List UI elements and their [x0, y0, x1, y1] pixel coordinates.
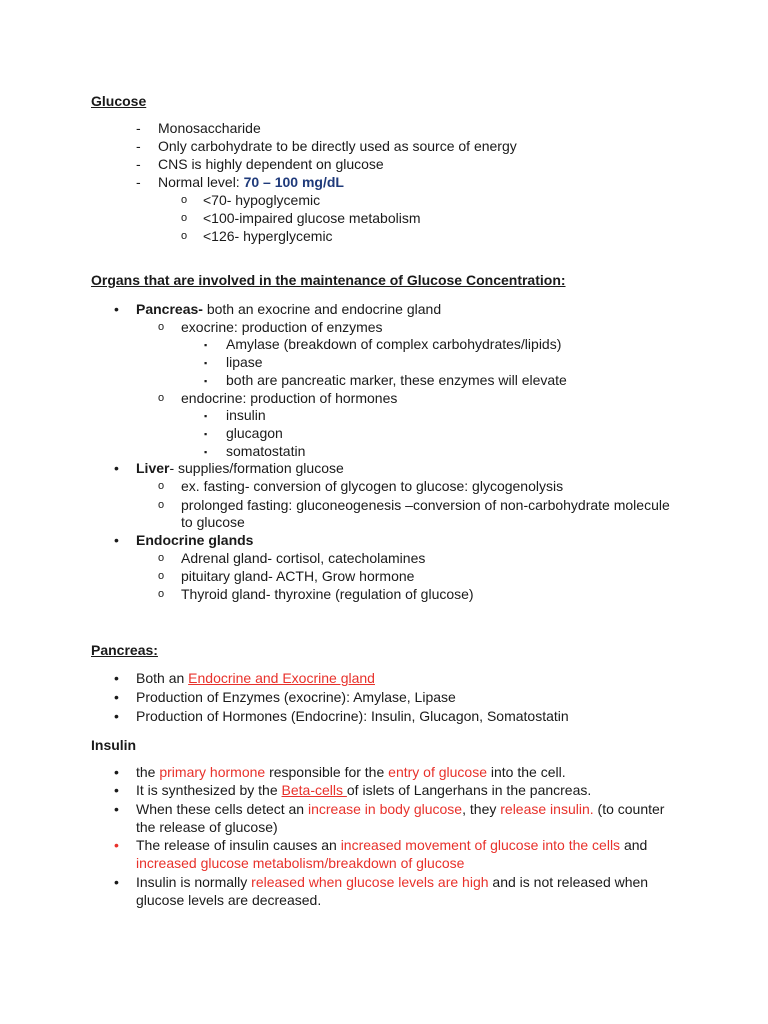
bullet-marker: • — [114, 301, 119, 317]
bullet-marker: • — [114, 874, 119, 890]
text-part: (to counter — [593, 801, 665, 817]
liver-subitem-cont: to glucose — [181, 514, 245, 530]
glucose-level: <126- hyperglycemic — [203, 228, 333, 244]
insulin-bullet-3-cont: the release of glucose) — [136, 819, 278, 835]
insulin-bullet-3 — [136, 801, 664, 818]
dash-marker: - — [136, 138, 141, 154]
square-marker: ▪ — [204, 358, 208, 368]
bullet-marker: • — [114, 532, 119, 548]
bullet-marker: • — [114, 460, 119, 476]
pancreas-item — [136, 301, 441, 318]
highlight-text: entry of glucose — [388, 764, 487, 780]
highlight-text: released when glucose levels are high — [251, 874, 489, 890]
normal-level-line — [158, 174, 344, 191]
highlight-text: release insulin. — [500, 801, 594, 817]
insulin-bullet-4 — [136, 837, 647, 854]
normal-level-label: Normal level: — [158, 174, 244, 190]
highlight-text: increase in body glucose — [308, 801, 463, 817]
endocrine-subitem: somatostatin — [226, 443, 306, 459]
liver-label: Liver — [136, 460, 170, 476]
exocrine-subitem: both are pancreatic marker, these enzymes will elevate — [226, 372, 567, 388]
text-part: the — [136, 764, 160, 780]
glucose-item: CNS is highly dependent on glucose — [158, 156, 384, 172]
text-part: , they — [462, 801, 501, 817]
text-part: Insulin is normally — [136, 874, 252, 890]
pancreas-text: both an exocrine and endocrine gland — [202, 301, 442, 317]
gland-item: Thyroid gland- thyroxine (regulation of glucose) — [181, 586, 474, 602]
gland-item: Adrenal gland- cortisol, catecholamines — [181, 550, 426, 566]
pancreas-line-2: Production of Enzymes (exocrine): Amylase, Lipase — [136, 689, 456, 705]
square-marker: ▪ — [204, 340, 208, 350]
text-part: The release of insulin causes an — [136, 837, 341, 853]
exocrine-subitem: lipase — [226, 354, 263, 370]
pancreas-line-1-prefix: Both an — [136, 670, 189, 686]
gland-item: pituitary gland- ACTH, Grow hormone — [181, 568, 415, 584]
endocrine-subitem: glucagon — [226, 425, 283, 441]
insulin-bullet-1 — [136, 764, 566, 781]
circle-marker: o — [158, 499, 165, 511]
liver-item — [136, 460, 344, 477]
insulin-bullet-5-cont: glucose levels are decreased. — [136, 892, 322, 908]
pancreas-blank-answer: Endocrine and Exocrine gland — [188, 670, 375, 686]
insulin-bullet-4-cont: increased glucose metabolism/breakdown of glucose — [136, 855, 465, 871]
text-part: of islets of Langerhans in the pancreas. — [346, 782, 592, 798]
exocrine-item: exocrine: production of enzymes — [181, 319, 383, 335]
text-part: and — [620, 837, 648, 853]
square-marker: ▪ — [204, 429, 208, 439]
glucose-item: Monosaccharide — [158, 120, 261, 136]
circle-marker: o — [181, 194, 188, 206]
liver-subitem: ex. fasting- conversion of glycogen to glucose: glycogenolysis — [181, 478, 564, 494]
exocrine-subitem: Amylase (breakdown of complex carbohydrates/lipids) — [226, 336, 562, 352]
square-marker: ▪ — [204, 411, 208, 421]
bullet-marker-red: • — [114, 837, 119, 853]
highlight-text: increased movement of glucose into the cells — [340, 837, 621, 853]
insulin-heading: Insulin — [91, 737, 137, 753]
endocrine-subitem: insulin — [226, 407, 266, 423]
circle-marker: o — [158, 588, 165, 600]
text-part: into the cell. — [487, 764, 566, 780]
bullet-marker: • — [114, 801, 119, 817]
insulin-bullet-5 — [136, 874, 648, 891]
text-part: It is synthesized by the — [136, 782, 282, 798]
beta-cells-blank: Beta-cells — [281, 782, 347, 798]
pancreas-label: Pancreas- — [136, 301, 203, 317]
circle-marker: o — [181, 212, 188, 224]
circle-marker: o — [158, 570, 165, 582]
bullet-marker: • — [114, 764, 119, 780]
liver-text: - supplies/formation glucose — [169, 460, 344, 476]
text-part: and is not released when — [488, 874, 649, 890]
bullet-marker: • — [114, 689, 119, 705]
square-marker: ▪ — [204, 376, 208, 386]
dash-marker: - — [136, 156, 141, 172]
normal-level-value: 70 – 100 mg/dL — [243, 174, 344, 190]
highlight-text: primary hormone — [159, 764, 266, 780]
glucose-item: Only carbohydrate to be directly used as source of energy — [158, 138, 517, 154]
liver-subitem: prolonged fasting: gluconeogenesis –conversion of non-carbohydrate molecule — [181, 497, 670, 513]
glucose-heading: Glucose — [91, 93, 147, 109]
bullet-marker: • — [114, 782, 119, 798]
dash-marker: - — [136, 120, 141, 136]
bullet-marker: • — [114, 670, 119, 686]
endocrine-glands-label: Endocrine glands — [136, 532, 254, 548]
pancreas-line-1 — [136, 670, 375, 687]
pancreas-line-3: Production of Hormones (Endocrine): Insulin, Glucagon, Somatostatin — [136, 708, 569, 724]
text-part: responsible for the — [265, 764, 389, 780]
circle-marker: o — [158, 321, 165, 333]
dash-marker: - — [136, 174, 141, 190]
circle-marker: o — [158, 552, 165, 564]
glucose-level: <70- hypoglycemic — [203, 192, 321, 208]
circle-marker: o — [158, 480, 165, 492]
glucose-level: <100-impaired glucose metabolism — [203, 210, 421, 226]
circle-marker: o — [181, 230, 188, 242]
insulin-bullet-2 — [136, 782, 591, 799]
circle-marker: o — [158, 392, 165, 404]
square-marker: ▪ — [204, 447, 208, 457]
pancreas-heading: Pancreas: — [91, 642, 158, 658]
endocrine-item: endocrine: production of hormones — [181, 390, 398, 406]
text-part: When these cells detect an — [136, 801, 308, 817]
bullet-marker: • — [114, 708, 119, 724]
organs-heading: Organs that are involved in the maintenance of Glucose Concentration: — [91, 272, 566, 288]
